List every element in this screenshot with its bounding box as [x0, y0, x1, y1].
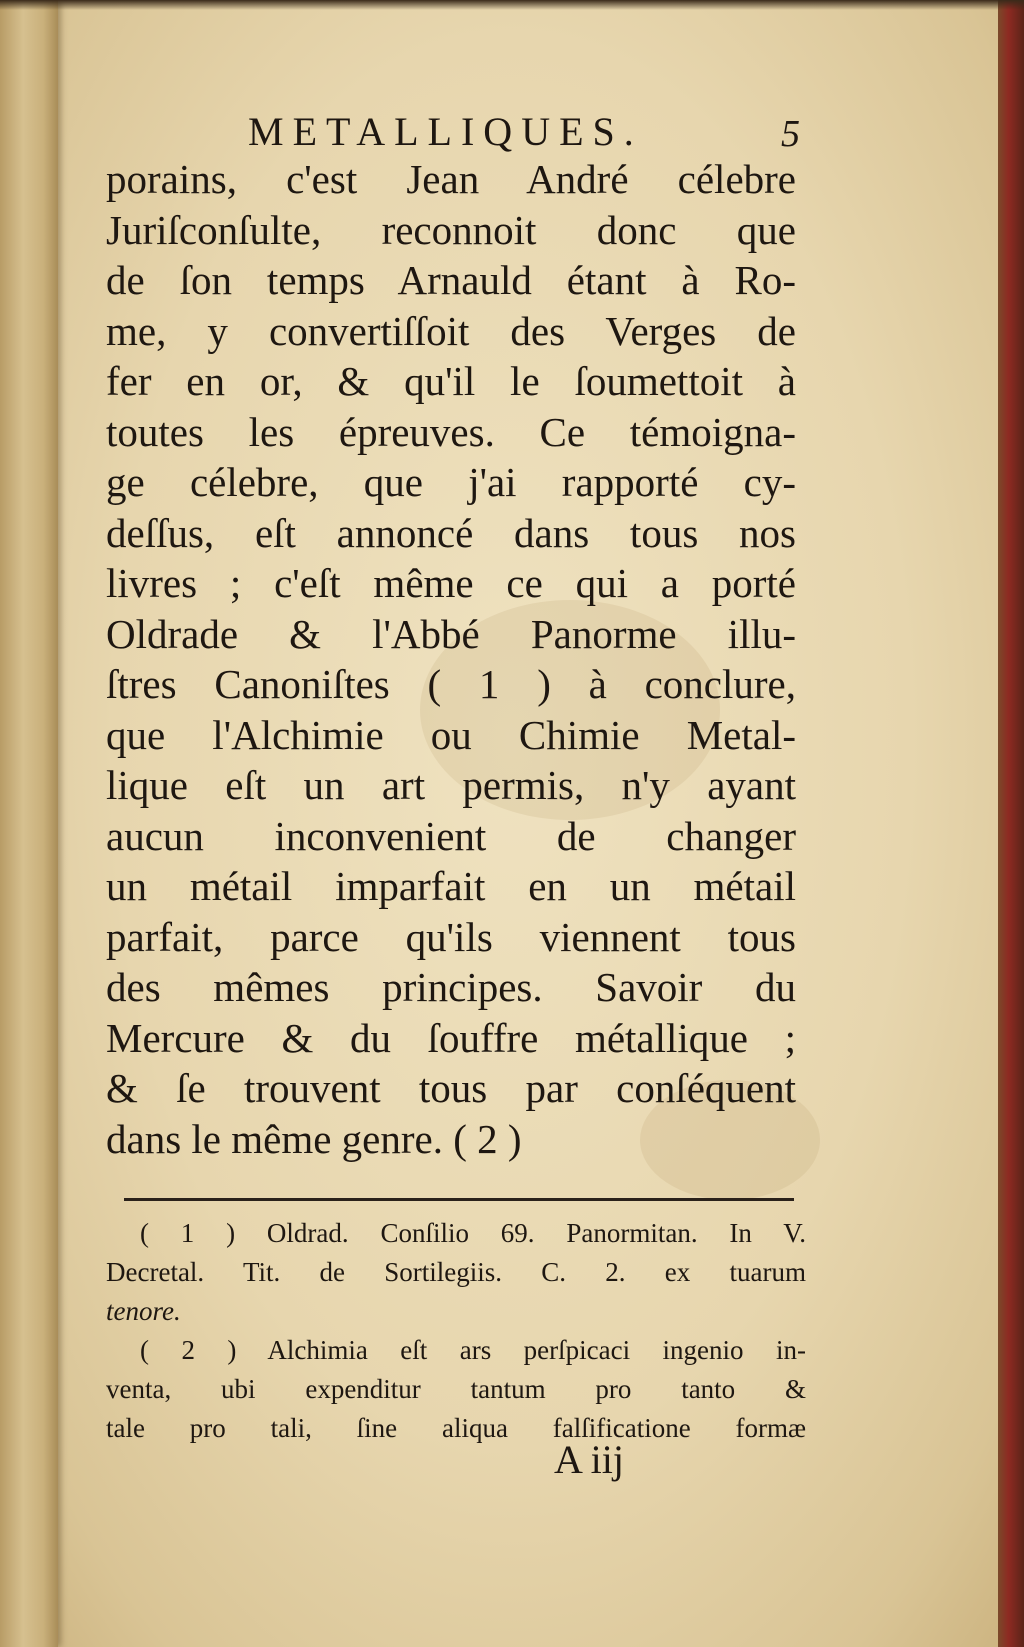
running-title: METALLIQUES.	[248, 109, 643, 154]
body-line: des mêmes principes. Savoir du	[106, 964, 796, 1010]
body-line: Mercure & du ſouffre métallique ;	[106, 1014, 796, 1061]
body-line: toutes les épreuves. Ce témoigna-	[106, 408, 796, 455]
page-header	[200, 108, 820, 154]
page-number: 5	[781, 113, 800, 155]
body-text	[106, 154, 796, 1164]
footnote-line: tale pro tali, ſine aliqua falſificatione formæ	[106, 1413, 806, 1443]
body-line: parfait, parce qu'ils viennent tous	[106, 913, 796, 960]
body-line: livres ; c'eſt même ce qui a porté	[106, 560, 796, 606]
body-line: & ſe trouvent tous par conſéquent	[106, 1065, 796, 1111]
book-cover-edge	[998, 0, 1024, 1647]
body-line: lique eſt un art permis, n'y ayant	[106, 762, 796, 808]
footnote-line: Decretal. Tit. de Sortilegiis. C. 2. ex tuarum	[106, 1257, 806, 1287]
body-line: ſtres Canoniſtes ( 1 ) à conclure,	[106, 661, 796, 707]
footnote-rule	[124, 1198, 794, 1201]
footnotes	[106, 1214, 806, 1448]
body-line: deſſus, eſt annoncé dans tous nos	[106, 509, 796, 556]
body-line: porains, c'est Jean André célebre	[106, 156, 796, 202]
page-top-shadow	[0, 0, 1024, 10]
body-line: ge célebre, que j'ai rapporté cy-	[106, 459, 796, 505]
footnote-line: tenore.	[106, 1296, 181, 1326]
body-line: que l'Alchimie ou Chimie Metal-	[106, 711, 796, 758]
footnote-line: venta, ubi expenditur tantum pro tanto &	[106, 1374, 806, 1404]
body-line: de ſon temps Arnauld étant à Ro-	[106, 257, 796, 303]
body-line: un métail imparfait en un métail	[106, 863, 796, 909]
body-line: dans le même genre. ( 2 )	[106, 1115, 522, 1162]
body-line: fer en or, & qu'il le ſoumettoit à	[106, 358, 796, 404]
page-gutter	[0, 0, 58, 1647]
body-line: me, y convertiſſoit des Verges de	[106, 307, 796, 354]
signature-mark: A iij	[554, 1437, 625, 1482]
body-line: Oldrade & l'Abbé Panorme illu-	[106, 610, 796, 657]
footnote-line: ( 2 ) Alchimia eſt ars perſpicaci ingenio in-	[140, 1335, 806, 1365]
body-line: aucun inconvenient de changer	[106, 812, 796, 859]
footnote-line: ( 1 ) Oldrad. Conſilio 69. Panormitan. In V.	[140, 1218, 806, 1248]
body-line: Juriſconſulte, reconnoit donc que	[106, 206, 796, 253]
